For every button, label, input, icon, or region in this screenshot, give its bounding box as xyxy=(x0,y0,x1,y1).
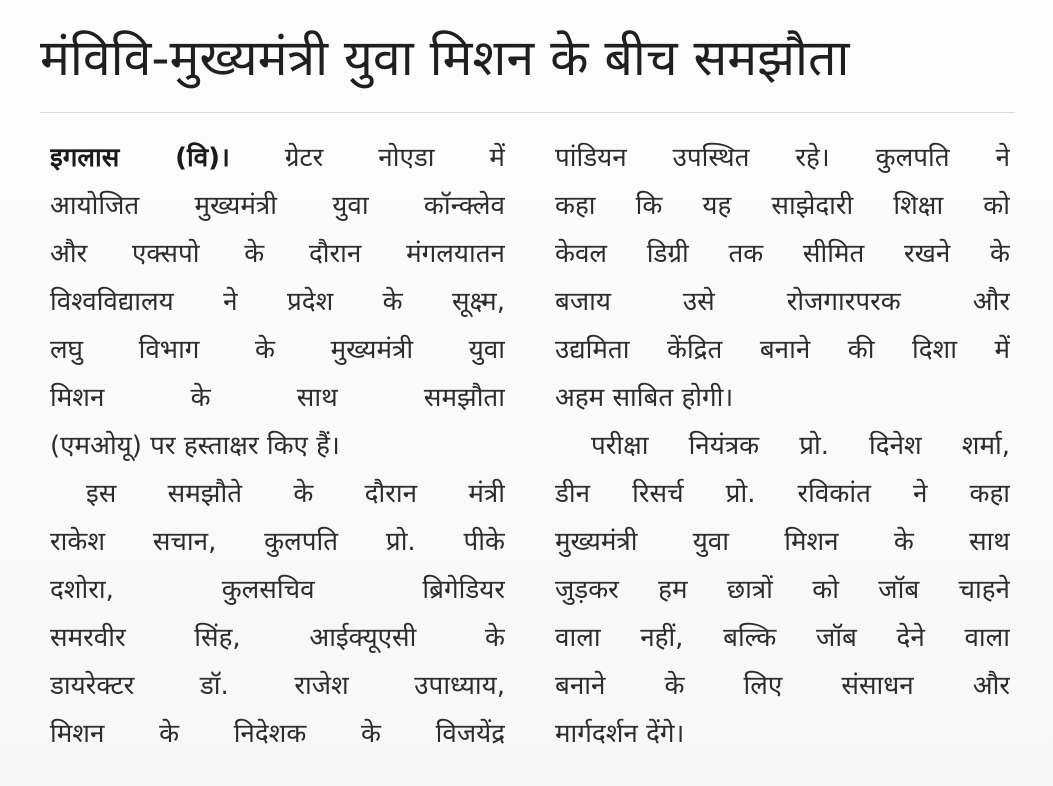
article-line: इस समझौते के दौरान मंत्री xyxy=(86,479,505,509)
article-column-left xyxy=(50,134,505,758)
dateline: इगलास (वि)। xyxy=(50,143,230,173)
article-line-text: ग्रेटर नोएडा में xyxy=(229,143,505,173)
article-line: वाला नहीं, बल्कि जॉब देने वाला xyxy=(555,623,1010,653)
article-line: कहा कि यह साझेदारी शिक्षा को xyxy=(555,191,1010,221)
article-line: (एमओयू) पर हस्ताक्षर किए हैं। xyxy=(50,431,340,461)
article-line: मुख्यमंत्री युवा मिशन के साथ xyxy=(555,527,1010,557)
article-line: उद्यमिता केंद्रित बनाने की दिशा में xyxy=(555,335,1010,365)
article-line: बनाने के लिए संसाधन और xyxy=(555,671,1010,701)
article-line: मिशन के निदेशक के विजयेंद्र xyxy=(50,719,505,749)
article-line: राकेश सचान, कुलपति प्रो. पीके xyxy=(50,527,505,557)
article-line: जुड़कर हम छात्रों को जॉब चाहने xyxy=(555,575,1010,605)
article-line: अहम साबित होगी। xyxy=(555,383,734,413)
article-line: दशोरा, कुलसचिव ब्रिगेडियर xyxy=(50,575,505,605)
headline: मंविवि-मुख्यमंत्री युवा मिशन के बीच समझौता xyxy=(40,29,850,87)
article-line: मिशन के साथ समझौता xyxy=(50,383,505,413)
article-line: समरवीर सिंह, आईक्यूएसी के xyxy=(50,623,505,653)
article-line: मार्गदर्शन देंगे। xyxy=(555,719,685,749)
headline-divider xyxy=(40,112,1015,113)
article-line: डीन रिसर्च प्रो. रविकांत ने कहा xyxy=(555,479,1010,509)
article-line: विश्वविद्यालय ने प्रदेश के सूक्ष्म, xyxy=(50,287,505,317)
article-line: डायरेक्टर डॉ. राजेश उपाध्याय, xyxy=(50,671,505,701)
article-line: केवल डिग्री तक सीमित रखने के xyxy=(555,239,1010,269)
article-column-right xyxy=(555,134,1010,758)
article-line xyxy=(50,134,505,182)
article-line: पांडियन उपस्थित रहे। कुलपति ने xyxy=(555,143,1010,173)
article-line: परीक्षा नियंत्रक प्रो. दिनेश शर्मा, xyxy=(591,431,1010,461)
article-line: लघु विभाग के मुख्यमंत्री युवा xyxy=(50,335,505,365)
article-line: और एक्सपो के दौरान मंगलयातन xyxy=(50,239,505,269)
article-line: बजाय उसे रोजगारपरक और xyxy=(555,287,1010,317)
article-line: आयोजित मुख्यमंत्री युवा कॉन्क्लेव xyxy=(50,191,505,221)
